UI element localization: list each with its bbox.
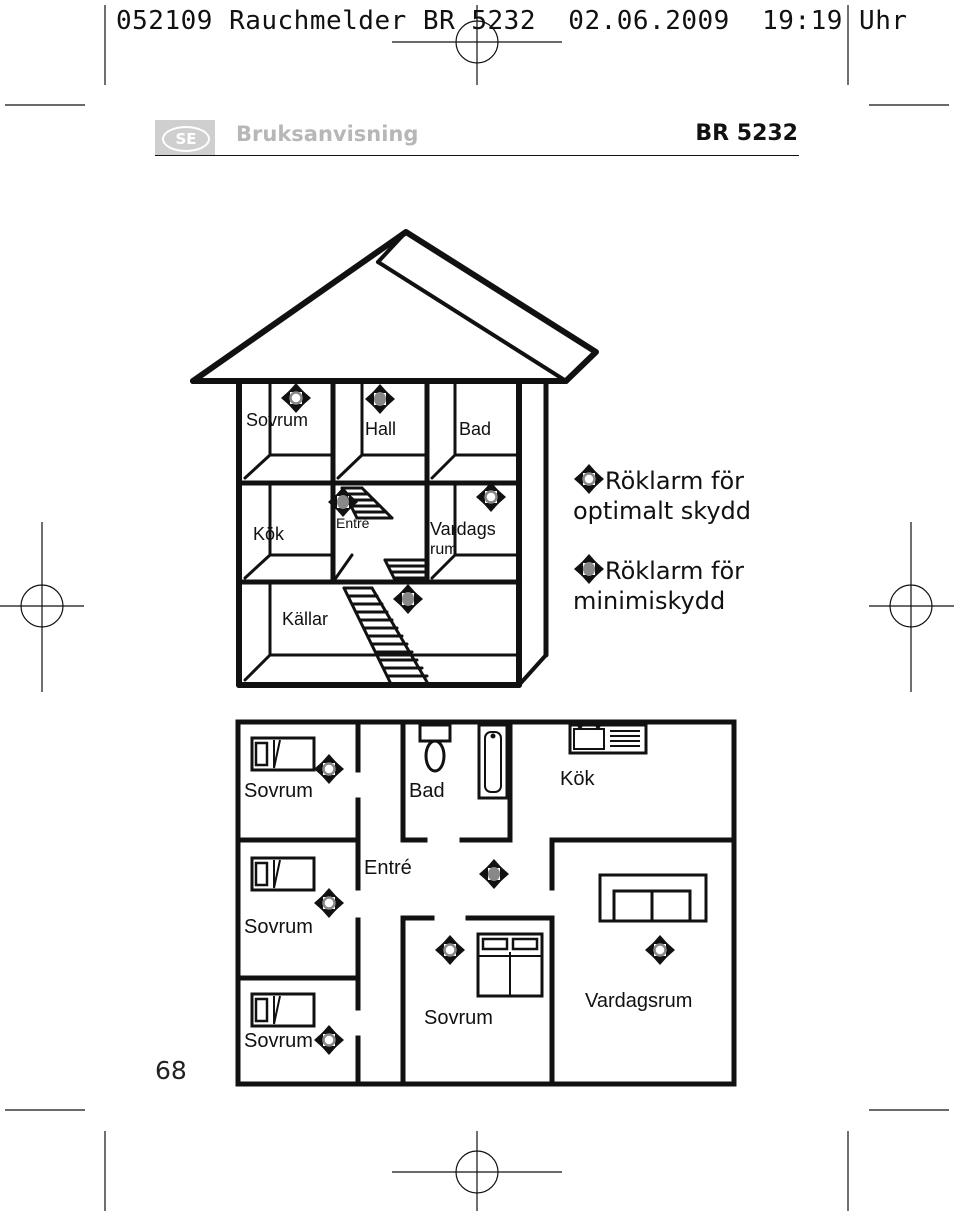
house-label-kok: Kök xyxy=(253,524,285,544)
smoke-alarm-optimal-icon xyxy=(573,463,605,495)
house-label-rum: rum xyxy=(430,541,458,558)
smoke-alarm-optimal-icon xyxy=(314,1025,344,1055)
smoke-alarm-optimal-icon xyxy=(314,754,344,784)
toilet-icon xyxy=(420,725,450,771)
language-code: SE xyxy=(162,126,210,152)
legend-optimal-line2: optimalt skydd xyxy=(573,497,752,525)
crop-marks xyxy=(0,5,954,1211)
sofa-icon xyxy=(600,875,706,921)
legend-minimal-line2: minimiskydd xyxy=(573,587,726,615)
print-slug-line: 052109 Rauchmelder BR 5232 02.06.2009 19:19 Uhr xyxy=(116,6,908,36)
house-label-bad: Bad xyxy=(459,419,492,439)
smoke-alarm-minimal-icon xyxy=(573,553,605,585)
plan-label-entre: Entré xyxy=(364,857,412,879)
kitchen-counter-icon xyxy=(570,724,646,753)
smoke-alarm-optimal-icon xyxy=(281,383,311,413)
plan-label-sovrum-2: Sovrum xyxy=(244,916,313,938)
house-label-kallar: Källar xyxy=(282,609,329,629)
house-label-hall: Hall xyxy=(365,419,397,439)
smoke-alarm-optimal-icon xyxy=(435,935,465,965)
smoke-alarm-minimal-icon xyxy=(393,584,423,614)
plan-label-sovrum-4: Sovrum xyxy=(424,1007,493,1029)
plan-label-kok: Kök xyxy=(560,768,595,790)
bed-icon xyxy=(252,858,314,890)
house-label-entre: Entré xyxy=(336,515,370,531)
page-number: 68 xyxy=(155,1056,187,1085)
plan-label-vardagsrum: Vardagsrum xyxy=(585,990,693,1012)
legend-optimal xyxy=(573,463,751,526)
smoke-alarm-optimal-icon xyxy=(645,935,675,965)
smoke-alarm-optimal-icon xyxy=(314,888,344,918)
legend-minimal xyxy=(573,553,744,616)
legend-minimal-line1: Röklarm för xyxy=(605,557,745,585)
smoke-alarm-minimal-icon xyxy=(365,384,395,414)
model-number: BR 5232 xyxy=(695,121,798,146)
bathtub-icon xyxy=(479,725,507,798)
house-label-sovrum: Sovrum xyxy=(246,410,309,430)
plan-label-sovrum-3: Sovrum xyxy=(244,1030,313,1052)
smoke-alarm-optimal-icon xyxy=(476,482,506,512)
plan-label-bad: Bad xyxy=(409,780,445,802)
double-bed-icon xyxy=(478,934,542,996)
smoke-alarm-minimal-icon xyxy=(479,859,509,889)
house-cross-section xyxy=(193,232,596,685)
plan-label-sovrum-1: Sovrum xyxy=(244,780,313,802)
manual-title: Bruksanvisning xyxy=(236,122,419,146)
legend-optimal-line1: Röklarm för xyxy=(605,467,745,495)
bed-icon xyxy=(252,738,314,770)
house-label-vardags: Vardags xyxy=(430,519,496,539)
bed-icon xyxy=(252,994,314,1026)
